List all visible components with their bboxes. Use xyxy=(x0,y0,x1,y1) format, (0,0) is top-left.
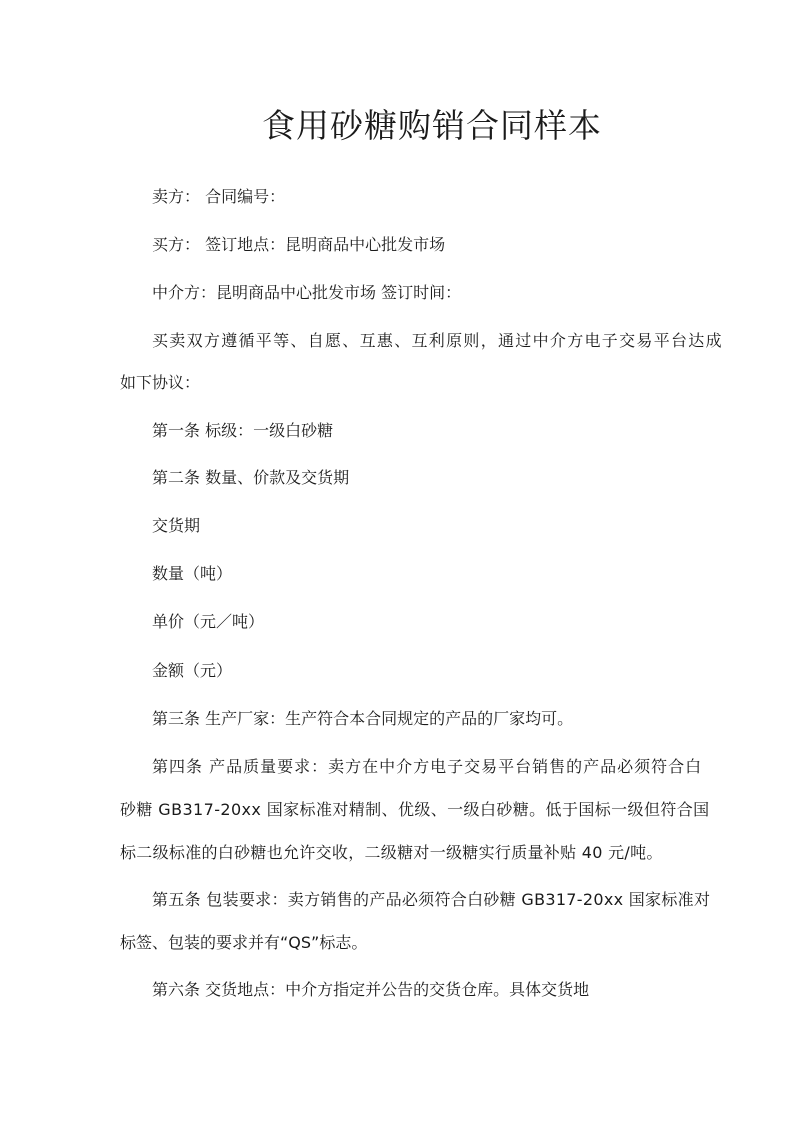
seller-line: 卖方： 合同编号： xyxy=(152,187,286,206)
amount-label: 金额（元） xyxy=(152,661,233,680)
quantity-label: 数量（吨） xyxy=(152,564,233,583)
article-2: 第二条 数量、价款及交货期 xyxy=(152,468,350,487)
article-4-line-2: 砂糖 GB317-20xx 国家标准对精制、优级、一级白砂糖。低于国标一级但符合国 xyxy=(120,800,710,819)
article-4-line-3: 标二级标准的白砂糖也允许交收，二级糖对一级糖实行质量补贴 40 元/吨。 xyxy=(120,843,663,862)
article-4-line-1: 第四条 产品质量要求：卖方在中介方电子交易平台销售的产品必须符合白 xyxy=(152,757,703,776)
article-5-line-2: 标签、包装的要求并有“QS”标志。 xyxy=(120,933,368,952)
article-1: 第一条 标级：一级白砂糖 xyxy=(152,421,334,440)
delivery-period-label: 交货期 xyxy=(152,516,201,535)
article-3: 第三条 生产厂家：生产符合本合同规定的产品的厂家均可。 xyxy=(152,709,574,728)
buyer-line: 买方： 签订地点：昆明商品中心批发市场 xyxy=(152,235,446,254)
unit-price-label: 单价（元／吨） xyxy=(152,612,265,631)
intermediary-line: 中介方：昆明商品中心批发市场 签订时间： xyxy=(152,283,462,302)
article-5-line-1: 第五条 包装要求：卖方销售的产品必须符合白砂糖 GB317-20xx 国家标准对 xyxy=(152,890,711,909)
preamble-line-1: 买卖双方遵循平等、自愿、互惠、互利原则，通过中介方电子交易平台达成 xyxy=(152,331,723,350)
document-title: 食用砂糖购销合同样本 xyxy=(262,106,602,145)
article-6: 第六条 交货地点：中介方指定并公告的交货仓库。具体交货地 xyxy=(152,980,590,999)
preamble-line-2: 如下协议： xyxy=(120,373,201,392)
